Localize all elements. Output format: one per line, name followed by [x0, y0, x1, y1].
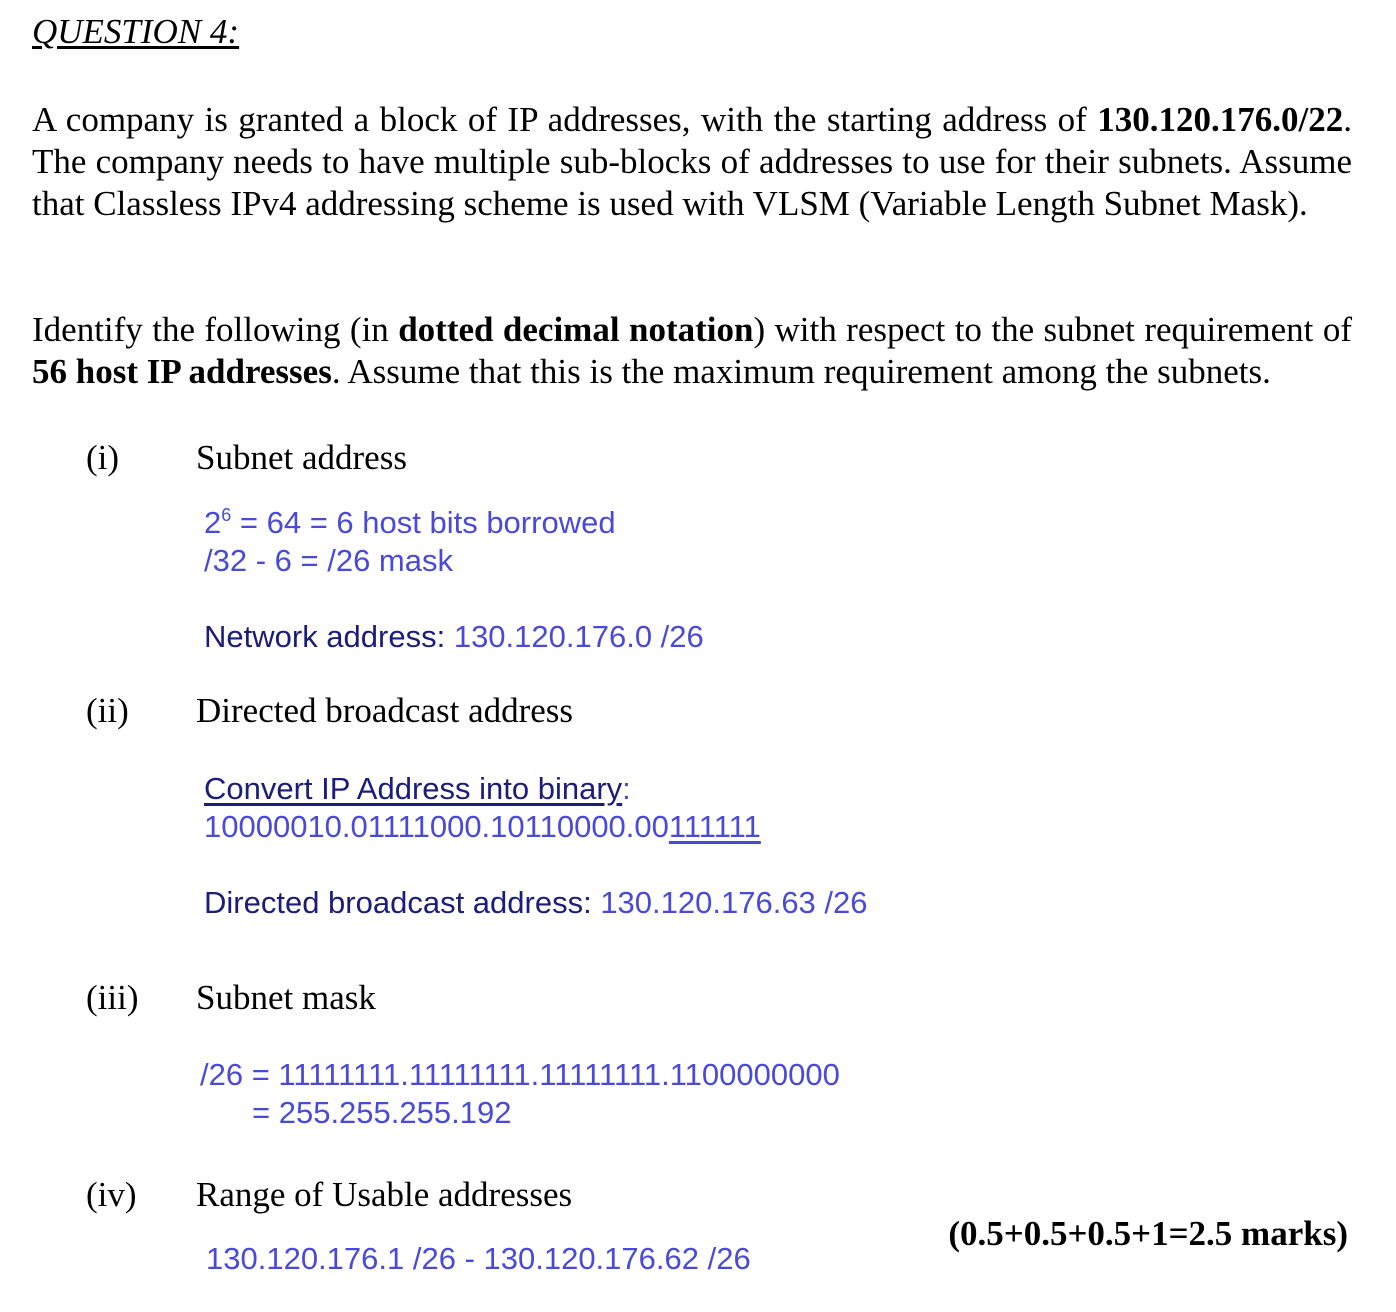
intro-paragraph — [32, 99, 1352, 225]
notation-emphasis: dotted decimal notation — [398, 310, 754, 349]
heading-colon: : — [622, 771, 631, 806]
item-label-usable-range: Range of Usable addresses — [196, 1175, 573, 1214]
result-value: 130.120.176.0 /26 — [453, 619, 704, 654]
item-number: (ii) — [86, 691, 129, 730]
instruction-paragraph — [32, 309, 1352, 393]
question-title: QUESTION 4: — [32, 12, 240, 51]
item-label-broadcast-address: Directed broadcast address — [196, 691, 574, 730]
item-number: (i) — [86, 438, 120, 477]
binary-network-part: 10000010.01111000.10110000.00 — [204, 809, 669, 844]
answer-text: = 64 = 6 host bits borrowed — [231, 505, 616, 540]
instruction-text-end: . Assume that this is the maximum requirement among the subnets. — [331, 352, 1271, 391]
usable-range: 130.120.176.1 /26 - 130.120.176.62 /26 — [206, 1241, 751, 1276]
item-number: (iii) — [86, 978, 139, 1017]
binary-heading: Convert IP Address into binary — [204, 771, 623, 806]
item-number: (iv) — [86, 1175, 137, 1214]
power-exponent: 6 — [221, 505, 232, 525]
binary-address — [204, 809, 761, 845]
item-label-subnet-mask: Subnet mask — [196, 978, 376, 1017]
instruction-text: Identify the following (in — [32, 310, 399, 349]
broadcast-address-result — [204, 885, 868, 921]
instruction-text-continued: ) with respect to the subnet requirement of — [753, 310, 1352, 349]
result-label: Network address: — [204, 619, 454, 654]
item-label-subnet-address: Subnet address — [196, 438, 407, 477]
mask-decimal: = 255.255.255.192 — [252, 1095, 512, 1130]
answer-line — [204, 505, 616, 541]
network-address-result — [204, 619, 704, 655]
address-block: 130.120.176.0/22 — [1097, 100, 1344, 139]
marks-allocation: (0.5+0.5+0.5+1=2.5 marks) — [948, 1214, 1348, 1253]
mask-binary: /26 = 11111111.11111111.11111111.1100000000 — [200, 1057, 840, 1092]
power-base: 2 — [204, 505, 222, 540]
binary-host-part: 111111 — [668, 809, 761, 844]
answer-line: /32 - 6 = /26 mask — [204, 543, 453, 578]
answer-heading — [204, 771, 631, 807]
host-requirement: 56 host IP addresses — [32, 352, 332, 391]
result-label: Directed broadcast address: — [204, 885, 601, 920]
intro-text-continued: . The company needs to have multiple sub-blocks of addresses to use for their subnets. Assume that Classless IPv4 addressing scheme is used with VLSM (Variable Length Subnet Mask). — [32, 100, 1352, 223]
result-value: 130.120.176.63 /26 — [600, 885, 868, 920]
intro-text: A company is granted a block of IP addresses, with the starting address of — [32, 100, 1098, 139]
